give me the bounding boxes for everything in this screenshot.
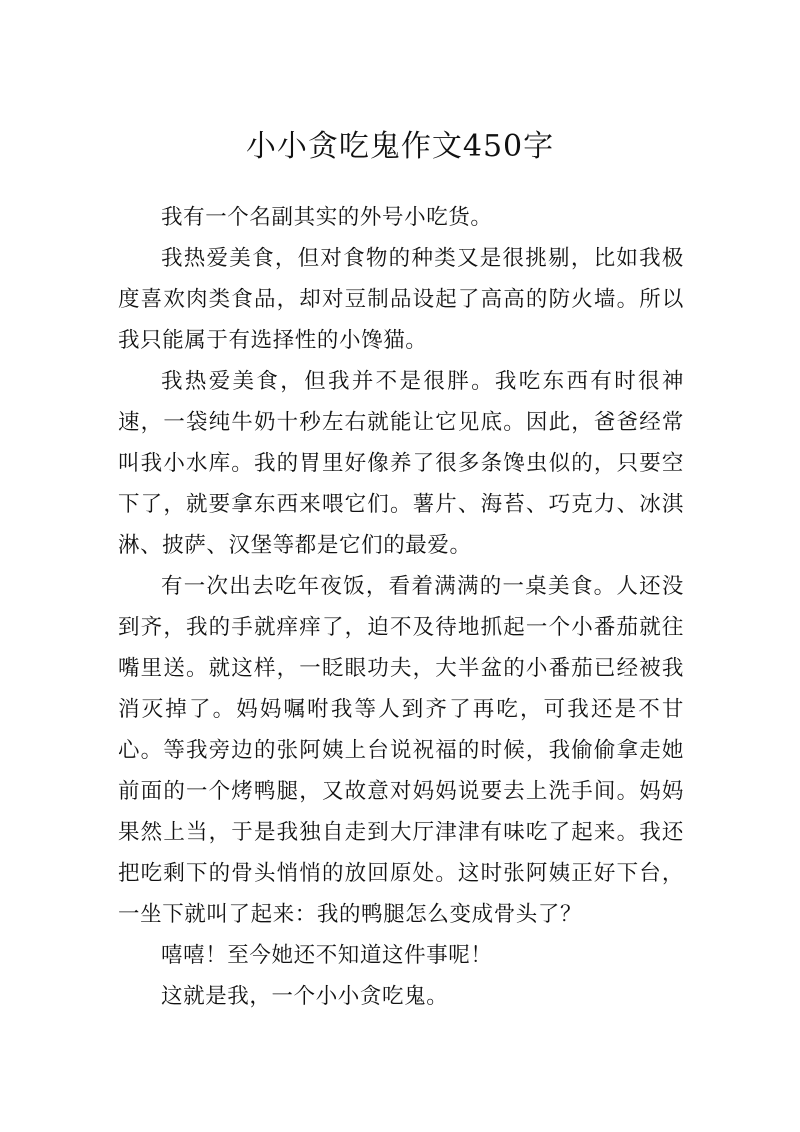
paragraph: 我有一个名副其实的外号小吃货。	[161, 205, 493, 230]
paragraph: 我热爱美食，但我并不是很胖。我吃东西有时很神速，一袋纯牛奶十秒左右就能让它见底。因此，爸爸经常叫我小水库。我的胃里好像养了很多条馋虫似的，只要空下了，就要拿东西来喂它们。薯片、海苔、巧克力、冰淇淋、披萨、汉堡等都是它们的最爱。	[118, 369, 684, 558]
paragraph: 我热爱美食，但对食物的种类又是很挑剔，比如我极度喜欢肉类食品，却对豆制品设起了高高的防火墙。所以我只能属于有选择性的小馋猫。	[118, 246, 684, 353]
paragraph: 这就是我，一个小小贪吃鬼。	[161, 984, 449, 1009]
paragraph: 嘻嘻！至今她还不知道这件事呢！	[161, 943, 493, 968]
document-body	[118, 197, 684, 1017]
paragraph: 有一次出去吃年夜饭，看着满满的一桌美食。人还没到齐，我的手就痒痒了，迫不及待地抓起一个小番茄就往嘴里送。就这样，一眨眼功夫，大半盆的小番茄已经被我消灭掉了。妈妈嘱咐我等人到齐了再吃，可我还是不甘心。等我旁边的张阿姨上台说祝福的时候，我偷偷拿走她前面的一个烤鸭腿，又故意对妈妈说要去上洗手间。妈妈果然上当，于是我独自走到大厅津津有味吃了起来。我还把吃剩下的骨头悄悄的放回原处。这时张阿姨正好下台，一坐下就叫了起来：我的鸭腿怎么变成骨头了？	[118, 574, 684, 927]
document-title: 小小贪吃鬼作文450字	[245, 129, 555, 164]
